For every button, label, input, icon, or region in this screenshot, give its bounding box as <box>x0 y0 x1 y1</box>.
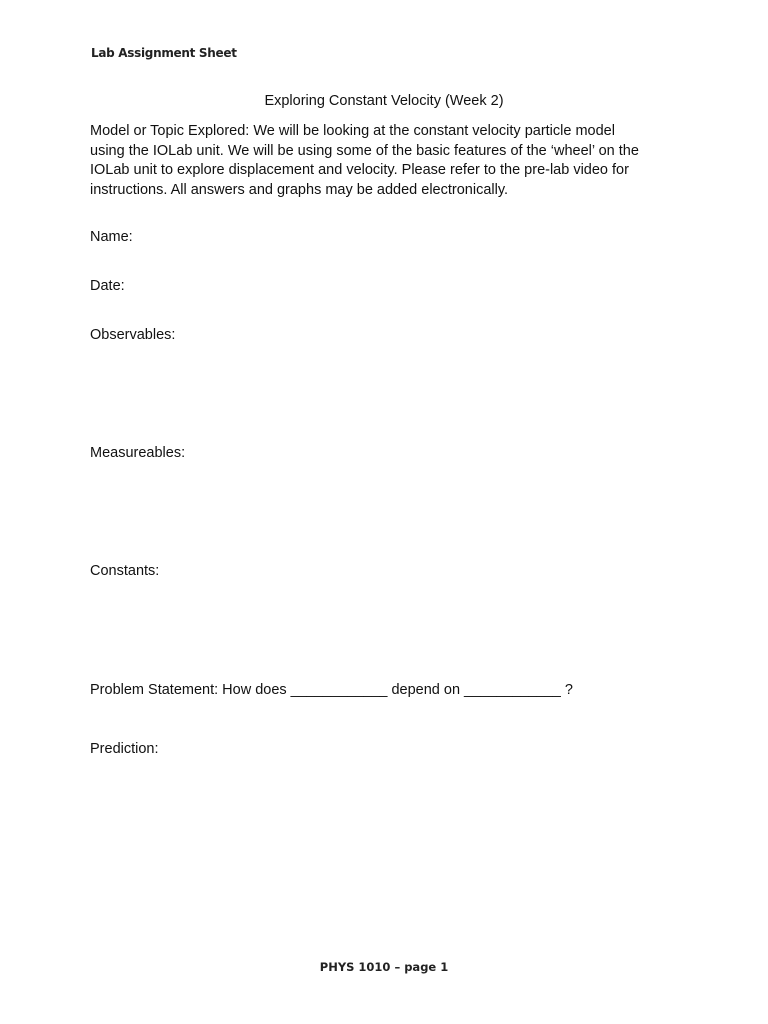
page-title: Exploring Constant Velocity (Week 2) <box>264 93 504 109</box>
intro-line: IOLab unit to explore displacement and velocity. Please refer to the pre-lab video for <box>90 162 629 178</box>
intro-line: instructions. All answers and graphs may be added electronically. <box>90 181 509 198</box>
prediction-label: Prediction: <box>90 741 159 757</box>
constants-label: Constants: <box>90 563 160 579</box>
intro-line: Model or Topic Explored: We will be looking at the constant velocity particle model <box>90 123 615 139</box>
date-label: Date: <box>90 278 125 294</box>
intro-paragraph <box>90 122 680 200</box>
measureables-label: Measureables: <box>90 445 186 461</box>
problem-statement: Problem Statement: How does ____________ depend on ____________ ? <box>90 682 573 698</box>
name-label: Name: <box>90 229 133 245</box>
page-footer: PHYS 1010 – page 1 <box>319 960 449 974</box>
intro-line: using the IOLab unit. We will be using some of the basic features of the ‘wheel’ on the <box>90 142 639 159</box>
observables-label: Observables: <box>90 327 176 343</box>
sheet-header: Lab Assignment Sheet <box>91 46 237 60</box>
